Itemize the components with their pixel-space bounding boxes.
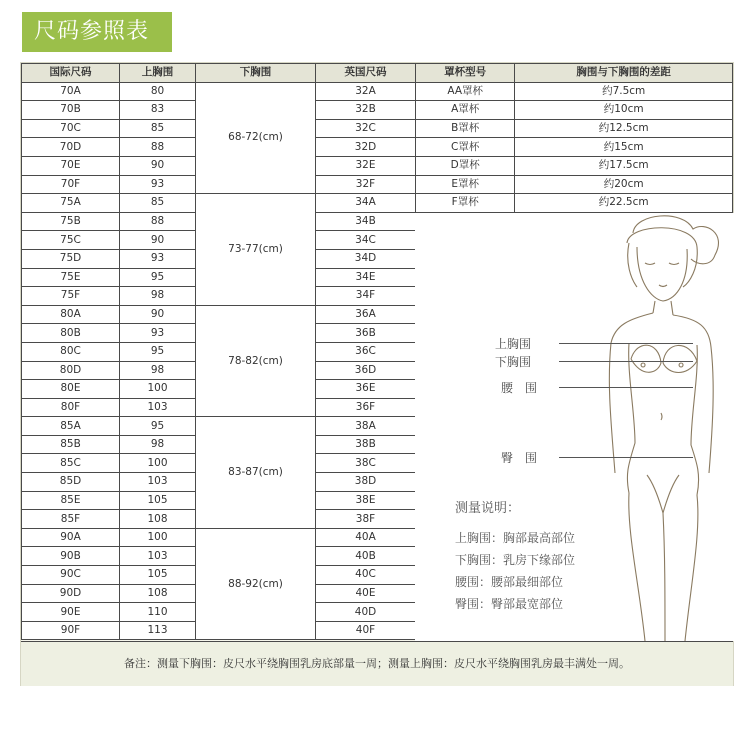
upper-bust-cell: 95 xyxy=(120,342,196,361)
uk-size-cell: 38B xyxy=(316,435,416,454)
table-row xyxy=(22,194,416,213)
upper-bust-cell: 90 xyxy=(120,231,196,250)
upper-bust-cell: 88 xyxy=(120,212,196,231)
intl-size-cell: 80C xyxy=(22,342,120,361)
bust-difference-cell: 约20cm xyxy=(515,175,733,194)
uk-size-cell: 36E xyxy=(316,380,416,399)
table-row xyxy=(416,175,733,194)
bust-difference-cell: 约22.5cm xyxy=(515,194,733,213)
uk-size-cell: 38A xyxy=(316,417,416,436)
upper-bust-cell: 105 xyxy=(120,491,196,510)
intl-size-cell: 70D xyxy=(22,138,120,157)
upper-bust-cell: 100 xyxy=(120,454,196,473)
intl-size-cell: 70C xyxy=(22,119,120,138)
upper-bust-cell: 100 xyxy=(120,380,196,399)
uk-size-cell: 40E xyxy=(316,584,416,603)
uk-size-cell: 36D xyxy=(316,361,416,380)
uk-size-cell: 32B xyxy=(316,101,416,120)
cup-type-cell: AA罩杯 xyxy=(416,82,515,101)
intl-size-cell: 85C xyxy=(22,454,120,473)
table-row xyxy=(22,528,416,547)
intl-size-cell: 75E xyxy=(22,268,120,287)
bust-difference-cell: 约10cm xyxy=(515,101,733,120)
intl-size-cell: 90E xyxy=(22,603,120,622)
header-cup-type: 罩杯型号 xyxy=(416,64,515,83)
table-row xyxy=(22,82,416,101)
intl-size-cell: 85F xyxy=(22,510,120,529)
upper-bust-cell: 103 xyxy=(120,398,196,417)
upper-bust-cell: 98 xyxy=(120,435,196,454)
intl-size-cell: 75D xyxy=(22,249,120,268)
table-row xyxy=(416,82,733,101)
uk-size-cell: 36A xyxy=(316,305,416,324)
intl-size-cell: 70F xyxy=(22,175,120,194)
upper-bust-cell: 93 xyxy=(120,175,196,194)
upper-bust-cell: 95 xyxy=(120,417,196,436)
intl-size-cell: 70E xyxy=(22,156,120,175)
upper-bust-cell: 85 xyxy=(120,194,196,213)
uk-size-cell: 34C xyxy=(316,231,416,250)
intl-size-cell: 80A xyxy=(22,305,120,324)
upper-bust-cell: 100 xyxy=(120,528,196,547)
intl-size-cell: 85E xyxy=(22,491,120,510)
uk-size-cell: 32C xyxy=(316,119,416,138)
header-bust-difference: 胸围与下胸围的差距 xyxy=(515,64,733,83)
intl-size-cell: 85B xyxy=(22,435,120,454)
uk-size-cell: 34B xyxy=(316,212,416,231)
uk-size-cell: 34F xyxy=(316,287,416,306)
uk-size-cell: 36B xyxy=(316,324,416,343)
upper-bust-cell: 105 xyxy=(120,566,196,585)
intl-size-cell: 90A xyxy=(22,528,120,547)
intl-size-cell: 90B xyxy=(22,547,120,566)
upper-bust-cell: 95 xyxy=(120,268,196,287)
upper-bust-cell: 93 xyxy=(120,249,196,268)
measurement-note-line: 上胸围：胸部最高部位 xyxy=(455,531,576,545)
hip-guide-line xyxy=(559,457,693,458)
upper-bust-cell: 98 xyxy=(120,361,196,380)
uk-size-cell: 40D xyxy=(316,603,416,622)
cup-type-cell: C罩杯 xyxy=(416,138,515,157)
bust-difference-cell: 约15cm xyxy=(515,138,733,157)
table-row xyxy=(416,156,733,175)
measurement-notes-title: 测量说明： xyxy=(455,501,521,516)
header-upper-bust: 上胸围 xyxy=(120,64,196,83)
uk-size-cell: 32A xyxy=(316,82,416,101)
upper-bust-cell: 98 xyxy=(120,287,196,306)
upper-bust-cell: 83 xyxy=(120,101,196,120)
header-intl-size: 国际尺码 xyxy=(22,64,120,83)
intl-size-cell: 70B xyxy=(22,101,120,120)
measurement-note-line: 腰围：腰部最细部位 xyxy=(455,575,564,589)
waist-guide-line xyxy=(559,387,693,388)
bust-difference-cell: 约17.5cm xyxy=(515,156,733,175)
table-row xyxy=(416,101,733,120)
cup-table xyxy=(415,63,733,213)
under-bust-range-cell: 88-92(cm) xyxy=(196,528,316,640)
upper-bust-guide-line xyxy=(559,343,693,344)
uk-size-cell: 38D xyxy=(316,473,416,492)
cup-type-cell: D罩杯 xyxy=(416,156,515,175)
intl-size-cell: 80B xyxy=(22,324,120,343)
upper-bust-cell: 103 xyxy=(120,473,196,492)
size-table-header xyxy=(22,64,416,83)
upper-bust-cell: 113 xyxy=(120,621,196,640)
intl-size-cell: 90C xyxy=(22,566,120,585)
upper-bust-cell: 80 xyxy=(120,82,196,101)
uk-size-cell: 40A xyxy=(316,528,416,547)
table-row xyxy=(416,194,733,213)
header-uk-size: 英国尺码 xyxy=(316,64,416,83)
intl-size-cell: 70A xyxy=(22,82,120,101)
intl-size-cell: 75F xyxy=(22,287,120,306)
intl-size-cell: 85A xyxy=(22,417,120,436)
table-row xyxy=(416,138,733,157)
uk-size-cell: 40F xyxy=(316,621,416,640)
uk-size-cell: 34E xyxy=(316,268,416,287)
uk-size-cell: 32D xyxy=(316,138,416,157)
uk-size-cell: 34D xyxy=(316,249,416,268)
intl-size-cell: 75A xyxy=(22,194,120,213)
upper-bust-cell: 85 xyxy=(120,119,196,138)
intl-size-cell: 90F xyxy=(22,621,120,640)
measurement-note-line: 臀围：臀部最宽部位 xyxy=(455,597,564,611)
under-bust-range-cell: 68-72(cm) xyxy=(196,82,316,194)
cup-table-header xyxy=(416,64,733,83)
uk-size-cell: 36C xyxy=(316,342,416,361)
page-title: 尺码参照表 xyxy=(22,12,172,52)
upper-bust-cell: 90 xyxy=(120,156,196,175)
footer-remark: 备注：测量下胸围：皮尺水平绕胸围乳房底部量一周；测量上胸围：皮尺水平绕胸围乳房最丰满处一周。 xyxy=(21,641,733,686)
intl-size-cell: 85D xyxy=(22,473,120,492)
intl-size-cell: 90D xyxy=(22,584,120,603)
cup-type-cell: F罩杯 xyxy=(416,194,515,213)
label-upper-bust: 上胸围 xyxy=(495,337,532,351)
table-row xyxy=(22,305,416,324)
under-bust-range-cell: 83-87(cm) xyxy=(196,417,316,529)
intl-size-cell: 80D xyxy=(22,361,120,380)
upper-bust-cell: 110 xyxy=(120,603,196,622)
intl-size-cell: 75B xyxy=(22,212,120,231)
header-under-bust: 下胸围 xyxy=(196,64,316,83)
intl-size-cell: 80F xyxy=(22,398,120,417)
table-row xyxy=(416,119,733,138)
under-bust-guide-line xyxy=(559,361,693,362)
uk-size-cell: 40C xyxy=(316,566,416,585)
uk-size-cell: 32E xyxy=(316,156,416,175)
upper-bust-cell: 108 xyxy=(120,584,196,603)
uk-size-cell: 38F xyxy=(316,510,416,529)
uk-size-cell: 38C xyxy=(316,454,416,473)
cup-type-cell: A罩杯 xyxy=(416,101,515,120)
uk-size-cell: 34A xyxy=(316,194,416,213)
bust-difference-cell: 约7.5cm xyxy=(515,82,733,101)
upper-bust-cell: 103 xyxy=(120,547,196,566)
table-row xyxy=(22,417,416,436)
cup-type-cell: B罩杯 xyxy=(416,119,515,138)
label-under-bust: 下胸围 xyxy=(495,355,532,369)
size-table xyxy=(21,63,416,640)
uk-size-cell: 36F xyxy=(316,398,416,417)
intl-size-cell: 80E xyxy=(22,380,120,399)
uk-size-cell: 32F xyxy=(316,175,416,194)
measurement-note-line: 下胸围：乳房下缘部位 xyxy=(455,553,576,567)
upper-bust-cell: 88 xyxy=(120,138,196,157)
intl-size-cell: 75C xyxy=(22,231,120,250)
upper-bust-cell: 90 xyxy=(120,305,196,324)
cup-type-cell: E罩杯 xyxy=(416,175,515,194)
size-chart-sheet xyxy=(20,62,734,686)
upper-bust-cell: 108 xyxy=(120,510,196,529)
uk-size-cell: 40B xyxy=(316,547,416,566)
bust-difference-cell: 约12.5cm xyxy=(515,119,733,138)
under-bust-range-cell: 78-82(cm) xyxy=(196,305,316,417)
label-waist: 腰 围 xyxy=(501,381,538,395)
upper-bust-cell: 93 xyxy=(120,324,196,343)
uk-size-cell: 38E xyxy=(316,491,416,510)
under-bust-range-cell: 73-77(cm) xyxy=(196,194,316,306)
label-hip: 臀 围 xyxy=(501,451,538,465)
